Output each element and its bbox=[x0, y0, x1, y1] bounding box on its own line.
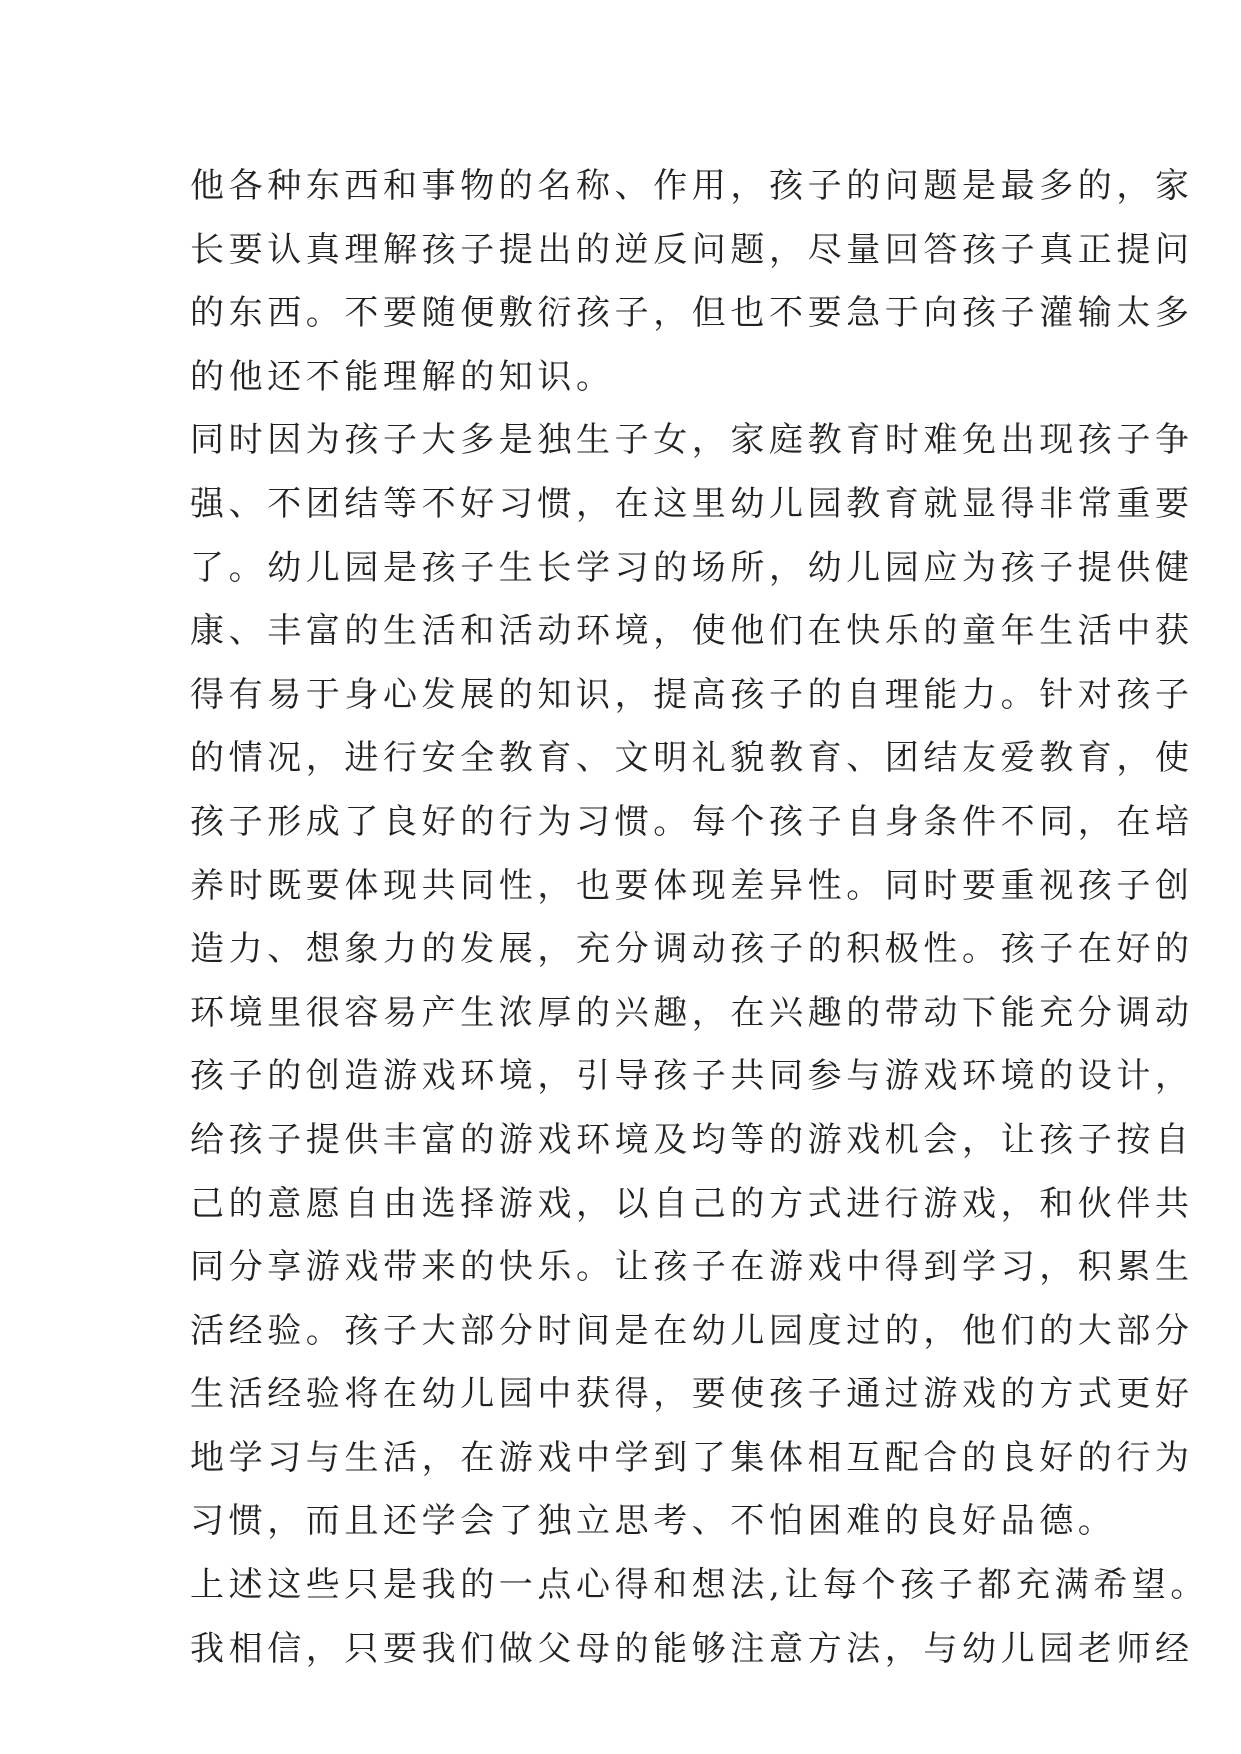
text-line: 养时既要体现共同性，也要体现差异性。同时要重视孩子创 bbox=[190, 865, 1194, 906]
text-line: 的情况，进行安全教育、文明礼貌教育、团结友爱教育，使 bbox=[190, 738, 1194, 779]
text-line: 孩子形成了良好的行为习惯。每个孩子自身条件不同，在培 bbox=[190, 801, 1194, 842]
text-line: 我相信，只要我们做父母的能够注意方法，与幼儿园老师经 bbox=[190, 1628, 1194, 1669]
text-line: 己的意愿自由选择游戏，以自己的方式进行游戏，和伙伴共 bbox=[190, 1183, 1194, 1224]
text-line: 他各种东西和事物的名称、作用，孩子的问题是最多的，家 bbox=[190, 166, 1194, 206]
text-line: 上述这些只是我的一点心得和想法,让每个孩子都充满希望。 bbox=[190, 1565, 1210, 1606]
text-line: 活经验。孩子大部分时间是在幼儿园度过的，他们的大部分 bbox=[190, 1310, 1194, 1351]
text-line: 地学习与生活，在游戏中学到了集体相互配合的良好的行为 bbox=[190, 1437, 1194, 1478]
text-line: 生活经验将在幼儿园中获得，要使孩子通过游戏的方式更好 bbox=[190, 1374, 1194, 1415]
text-line: 强、不团结等不好习惯，在这里幼儿园教育就显得非常重要 bbox=[190, 483, 1194, 524]
text-line: 给孩子提供丰富的游戏环境及均等的游戏机会，让孩子按自 bbox=[190, 1119, 1194, 1160]
text-line: 的东西。不要随便敷衍孩子，但也不要急于向孩子灌输太多 bbox=[190, 293, 1194, 334]
text-line: 同分享游戏带来的快乐。让孩子在游戏中得到学习，积累生 bbox=[190, 1247, 1194, 1288]
text-line: 长要认真理解孩子提出的逆反问题，尽量回答孩子真正提问 bbox=[190, 229, 1194, 270]
text-line: 孩子的创造游戏环境，引导孩子共同参与游戏环境的设计， bbox=[190, 1056, 1194, 1097]
text-line: 得有易于身心发展的知识，提高孩子的自理能力。针对孩子 bbox=[190, 674, 1194, 715]
text-line: 环境里很容易产生浓厚的兴趣，在兴趣的带动下能充分调动 bbox=[190, 992, 1194, 1033]
body-text bbox=[190, 155, 1210, 1681]
text-line: 了。幼儿园是孩子生长学习的场所，幼儿园应为孩子提供健 bbox=[190, 547, 1194, 588]
text-line: 的他还不能理解的知识。 bbox=[190, 356, 615, 397]
text-line: 同时因为孩子大多是独生子女，家庭教育时难免出现孩子争 bbox=[190, 420, 1194, 461]
text-line: 康、丰富的生活和活动环境，使他们在快乐的童年生活中获 bbox=[190, 611, 1194, 652]
text-line: 造力、想象力的发展，充分调动孩子的积极性。孩子在好的 bbox=[190, 929, 1194, 970]
text-line: 习惯，而且还学会了独立思考、不怕困难的良好品德。 bbox=[190, 1501, 1117, 1542]
